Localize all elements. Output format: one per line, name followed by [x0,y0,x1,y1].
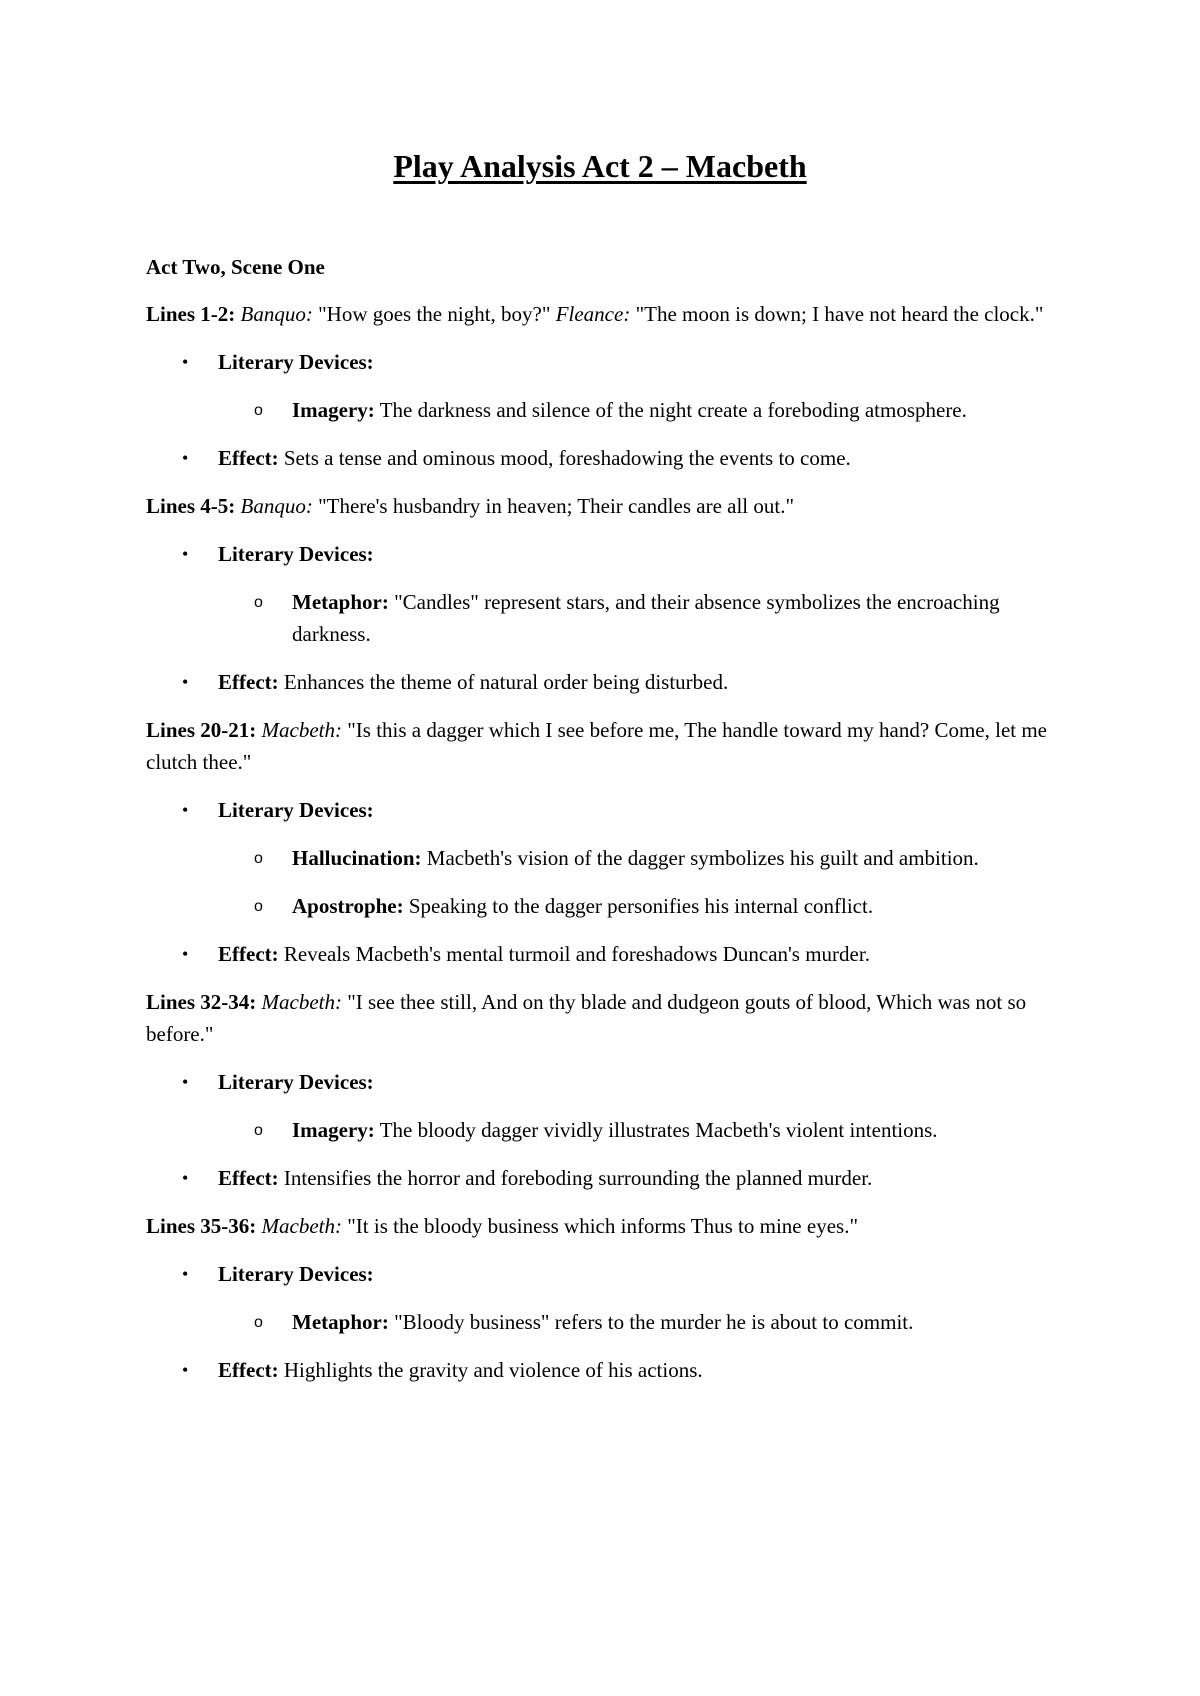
bullet-marker: • [182,544,189,564]
device-name: Apostrophe: [292,894,404,918]
analysis-entry [146,714,1066,970]
sub-bullet-marker: o [254,402,263,419]
device-name: Metaphor: [292,1310,389,1334]
device-description: The bloody dagger vividly illustrates Macbeth's violent intentions. [379,1118,938,1142]
quote-text: "Is this a dagger which I see before me, The handle toward my hand? Come, let me clutch thee." [146,718,1048,774]
speaker-name: Macbeth: [261,990,342,1014]
devices-label: Literary Devices: [218,798,374,822]
speaker-name: Macbeth: [261,718,342,742]
effect-bullet-item [146,666,1066,698]
sub-bullet-marker: o [254,1122,263,1139]
device-name: Imagery: [292,398,375,422]
analysis-entry [146,490,1066,698]
device-sub-item [146,890,1066,922]
effect-text: Highlights the gravity and violence of his actions. [283,1358,703,1382]
lines-paragraph [146,1210,1066,1242]
quote-text: "I see thee still, And on thy blade and dudgeon gouts of blood, Which was not so before." [146,990,1027,1046]
analysis-entry [146,986,1066,1194]
devices-bullet-item [146,1066,1066,1098]
device-description: Speaking to the dagger personifies his internal conflict. [408,894,874,918]
scene-heading: Act Two, Scene One [146,255,325,279]
device-description: "Candles" represent stars, and their absence symbolizes the encroaching darkness. [292,590,1000,646]
bullet-marker: • [182,944,189,964]
devices-bullet-item [146,538,1066,570]
devices-label: Literary Devices: [218,1262,374,1286]
lines-paragraph [146,298,1066,330]
effect-label: Effect: [218,446,279,470]
devices-bullet-item [146,794,1066,826]
document-title: Play Analysis Act 2 – Macbeth [393,148,807,184]
lines-label: Lines 35-36: [146,1214,257,1238]
device-description: Macbeth's vision of the dagger symbolizes his guilt and ambition. [426,846,979,870]
device-sub-item [146,842,1066,874]
analysis-entry [146,1210,1066,1386]
device-name: Metaphor: [292,590,389,614]
quote-text: "How goes the night, boy?" [318,302,551,326]
sub-bullet-marker: o [254,850,263,867]
lines-paragraph [146,986,1066,1050]
bullet-marker: • [182,1072,189,1092]
effect-label: Effect: [218,1166,279,1190]
device-sub-item [146,586,1066,650]
effect-label: Effect: [218,942,279,966]
lines-label: Lines 20-21: [146,718,257,742]
bullet-marker: • [182,800,189,820]
effect-bullet-item [146,938,1066,970]
devices-label: Literary Devices: [218,542,374,566]
analysis-content [146,298,1066,1402]
device-sub-item [146,1306,1066,1338]
effect-text: Reveals Macbeth's mental turmoil and foreshadows Duncan's murder. [283,942,870,966]
devices-bullet-item [146,346,1066,378]
quote-text: "The moon is down; I have not heard the clock." [635,302,1044,326]
sub-bullet-marker: o [254,898,263,915]
effect-text: Sets a tense and ominous mood, foreshadowing the events to come. [283,446,851,470]
effect-bullet-item [146,1162,1066,1194]
device-sub-item [146,1114,1066,1146]
speaker-name: Banquo: [240,302,313,326]
lines-label: Lines 4-5: [146,494,236,518]
sub-bullet-marker: o [254,594,263,611]
devices-label: Literary Devices: [218,350,374,374]
effect-bullet-item [146,442,1066,474]
effect-text: Enhances the theme of natural order being disturbed. [283,670,729,694]
analysis-entry [146,298,1066,474]
effect-text: Intensifies the horror and foreboding surrounding the planned murder. [283,1166,873,1190]
device-sub-item [146,394,1066,426]
device-description: The darkness and silence of the night create a foreboding atmosphere. [379,398,967,422]
effect-label: Effect: [218,1358,279,1382]
effect-label: Effect: [218,670,279,694]
speaker-name: Fleance: [555,302,631,326]
bullet-marker: • [182,352,189,372]
sub-bullet-marker: o [254,1314,263,1331]
device-name: Imagery: [292,1118,375,1142]
bullet-marker: • [182,1168,189,1188]
speaker-name: Macbeth: [261,1214,342,1238]
devices-label: Literary Devices: [218,1070,374,1094]
speaker-name: Banquo: [240,494,313,518]
lines-label: Lines 32-34: [146,990,257,1014]
quote-text: "There's husbandry in heaven; Their candles are all out." [318,494,795,518]
effect-bullet-item [146,1354,1066,1386]
quote-text: "It is the bloody business which informs Thus to mine eyes." [347,1214,859,1238]
lines-label: Lines 1-2: [146,302,236,326]
bullet-marker: • [182,1360,189,1380]
bullet-marker: • [182,1264,189,1284]
device-description: "Bloody business" refers to the murder he is about to commit. [394,1310,914,1334]
devices-bullet-item [146,1258,1066,1290]
lines-paragraph [146,490,1066,522]
bullet-marker: • [182,672,189,692]
device-name: Hallucination: [292,846,422,870]
lines-paragraph [146,714,1066,778]
bullet-marker: • [182,448,189,468]
